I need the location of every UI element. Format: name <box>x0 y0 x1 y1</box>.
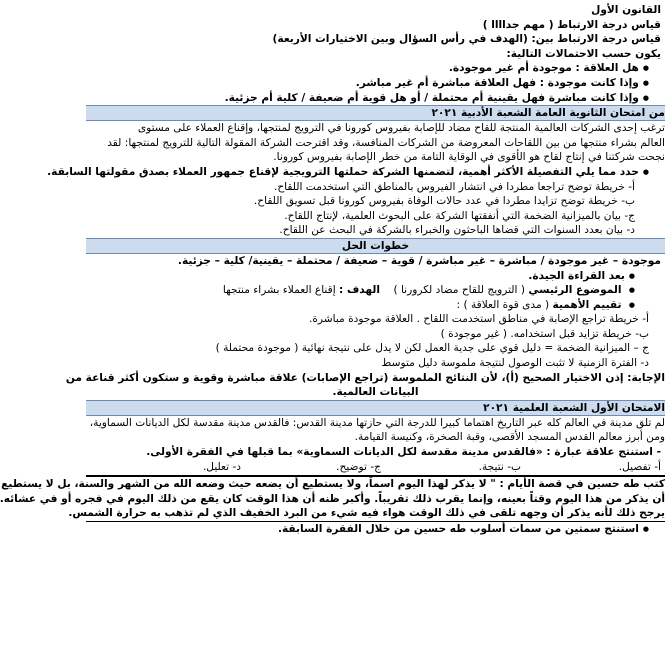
exam-question: - استنتج علاقة عبارة : «فالقدس مدينة مقدسة لكل الديانات السماوية» بما قبلها في الفقرة الأولى. <box>146 446 661 459</box>
topic-value: ( الترويج للقاح مضاد لكرورنا ) <box>393 284 525 297</box>
answer-line: البيانات العالمية. <box>332 386 419 399</box>
law-bullet: ● وإذا كانت موجودة : فهل العلاقة مباشرة أم غير مباشر. <box>86 76 665 91</box>
law-bullet: ● هل العلاقة : موجودة أم غير موجودة. <box>86 61 665 76</box>
passage-line: كتب طه حسين في قصة الأيام : " لا يذكر لهذا اليوم اسماً، ولا يستطيع أن يضعه حيث وضعه الله من الشهر والسنة، بل لا يستطيع <box>1 478 665 491</box>
solution-importance <box>86 298 665 313</box>
passage-line: ومن أبرز معالم القدس المسجد الأقصى، وقبة الصخرة، وكنيسة القيامة. <box>354 431 665 444</box>
evaluation-line: ج – الميزانية الضخمة = دليل قوي على جدية العمل لكن لا يدل على نتيجة نهائية ( موجودة محتملة ) <box>215 342 649 355</box>
topic-label: الموضوع الرئيسي <box>528 284 622 297</box>
importance-value: ( مدى قوة العلاقة ) : <box>456 298 550 311</box>
exam-passage <box>86 121 665 165</box>
importance-label: تقييم الأهمية <box>552 298 622 311</box>
evaluation-line: أ- خريطة تراجع الإصابة في مناطق استخدمت اللقاح . العلاقة موجودة مباشرة. <box>308 313 649 326</box>
final-answer <box>65 371 665 400</box>
evaluation-line: ب- خريطة تزايد قبل استخدامه. ( غير موجودة ) <box>440 327 649 340</box>
solution-topic <box>86 283 665 298</box>
law-line: يكون حسب الاحتمالات التالية: <box>506 47 661 60</box>
passage-line: نجحت شركتنا في إنتاج لقاح هو الأقوى في الوقاية التامة من خطر الإصابة بفيروس كورونا. <box>273 151 665 164</box>
answer-option: ب- نتيجة. <box>478 460 521 473</box>
exam-title-scientific: الامتحان الأول الشعبة العلمية ٢٠٢١ <box>86 400 665 416</box>
passage-line: يرجح ذلك لأنه يذكر أن وجهه تلقى في ذلك الوقت هواء فيه شيء من البرد الخفيف الذي لم تذهب به حرارة الشمس. <box>68 507 665 520</box>
answer-option: أ- تفصيل. <box>618 460 661 473</box>
exam-title-literary: من امتحان الثانوية العامة الشعبة الأدبية ٢٠٢١ <box>86 105 665 121</box>
answer-option: ج- توضيح. <box>336 460 381 473</box>
answer-options-row <box>86 460 665 475</box>
law-line: قياس درجة الارتباط ( مهم جداااا ) <box>482 18 661 31</box>
answer-option: د- تعليل. <box>202 460 241 473</box>
answer-line: الإجابة: إذن الاختيار الصحيح (أ)، لأن النتائج الملموسة (تراجع الإصابات) علاقة مباشرة وقوية و ستكون أكثر قناعة من <box>65 371 665 384</box>
answer-option: ج- بيان بالميزانية الضخمة التي أنفقتها الشركة على البحوث العلمية، لإنتاج اللقاح. <box>284 209 635 222</box>
answer-option: ب- خريطة توضح تزايدا مطردا في عدد حالات الوفاة بفيروس كورونا قبل تسويق اللقاح. <box>253 195 635 208</box>
passage-line: العالم بشراء منتجها من بين اللقاحات المعروضة من الشركات المنافسة، وقد اقترحت الشركة المقولة التالية للترويج لمنتجها: لقد <box>107 136 665 149</box>
passage-line: ترغب إحدى الشركات العالمية المنتجة للقاح مضاد للإصابة بفيروس كورونا في الترويج لمنتجها، وإقناع العملاء على مستوى <box>137 122 665 135</box>
passage-line: لم تلق مدينة في العالم كله عبر التاريخ اهتماما كبيرا للدرجة التي حازتها مدينة القدس: فالقدس مدينة مقدسة لكل الديانات السماوية، <box>89 416 665 429</box>
goal-value: إقناع العملاء بشراء منتجها <box>222 284 336 297</box>
law-section <box>86 3 665 105</box>
exam-question: ● استنتج سمتين من سمات أسلوب طه حسين من خلال الفقرة السابقة. <box>86 522 665 537</box>
goal-label: الهدف : <box>339 284 380 297</box>
solution-step: ● بعد القراءة الجيدة. <box>86 269 665 284</box>
passage-line: أن يذكر من هذا اليوم وقتاً بعينه، وإنما يقرب ذلك تقريباً. وأكبر ظنه أن هذا الوقت كان يقع من ذلك اليوم في فجره أو في عشائه. <box>0 492 665 505</box>
taha-hussein-section <box>0 475 665 522</box>
exam-question: ● حدد مما يلي التفصيلة الأكثر أهمية، لتضمنها الشركة حملتها الترويجية لإقناع جمهور العملاء بصدق مقولتها السابقة. <box>86 165 665 180</box>
answer-option: د- بيان بعدد السنوات التي قضاها الباحثون والخبراء بالشركة في البحث عن اللقاح. <box>279 224 635 237</box>
law-heading: القانون الأول <box>591 4 661 16</box>
evaluation-line: د- الفترة الزمنية لا تثبت الوصول لنتيجة ملموسة دليل متوسط <box>381 357 649 370</box>
law-bullet: ● وإذا كانت مباشرة فهل يقينية أم محتملة / أو هل قوية أم ضعيفة / كلية أم جزئية. <box>86 91 665 106</box>
answer-option: أ- خريطة توضح تراجعا مطردا في انتشار الفيروس بالمناطق التي استخدمت اللقاح. <box>273 180 635 193</box>
law-line: قياس درجة الارتباط بين: (الهدف في رأس السؤال وبين الاختيارات الأربعة) <box>272 33 661 46</box>
solution-steps-title: خطوات الحل <box>86 238 665 254</box>
relation-scale: موجودة – غير موجودة / مباشرة – غير مباشرة / قوية – ضعيفة / محتملة – يقينية/ كلية – جزئية. <box>177 254 661 267</box>
